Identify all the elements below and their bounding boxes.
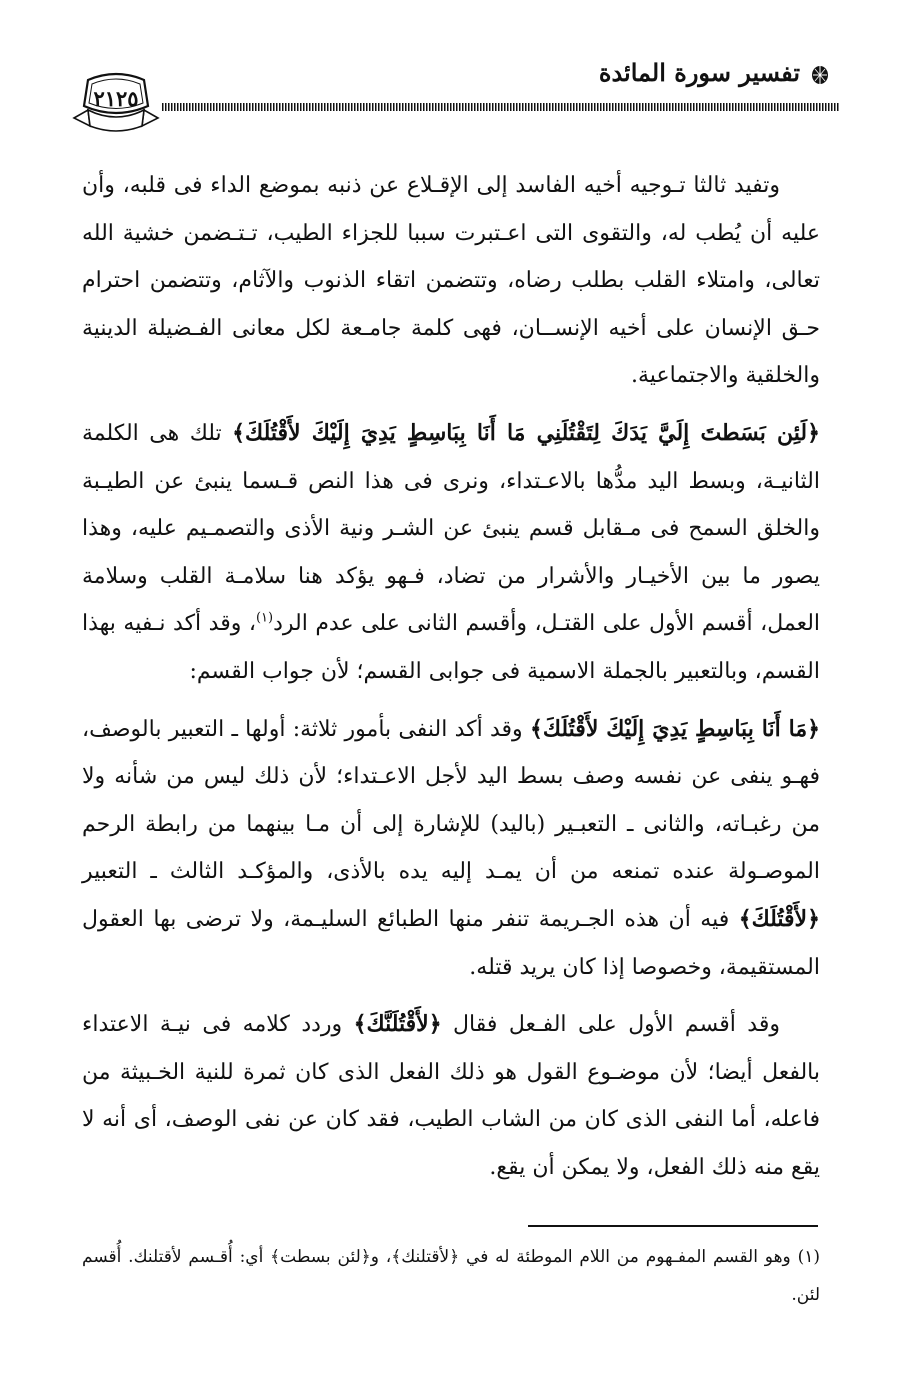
paragraph-4-text-end: وردد كلامه فى نيـة الاعتداء بالفعل أيضا؛ لأن موضـوع القول هو ذلك الفعل الذى كان ثمرة للنية الخـبيثة من فاعله، أما النفى الذى كان من الشاب الطيب، فقد كان عن نفى الوصف، أى أنه لا يقع منه ذلك الفعل، ولا يمكن أن يقع. bbox=[82, 1012, 820, 1180]
page-number: ٢١٢٥ bbox=[93, 86, 139, 111]
header-rule bbox=[162, 103, 840, 111]
quran-word: ﴿لأَقْتُلَكَ﴾ bbox=[738, 905, 820, 932]
quran-word: ﴿لأَقْتُلَنَّكَ﴾ bbox=[353, 1011, 442, 1038]
paragraph-3-text-end: فيه أن هذه الجـريمة تنفر منها الطبائع السليـمة، ولا ترضى بها العقول المستقيمة، وخصوصا إذا كان يريد قتله. bbox=[82, 906, 820, 980]
paragraph-3-text: وقد أكد النفى بأمور ثلاثة: أولها ـ التعبير بالوصف، فهـو ينفى عن نفسه وصف بسط اليد لأجل الاعـتداء؛ لأن ذلك ليس من شأنه ولا من رغبـاته، والثانى ـ التعبـير (باليد) للإشارة إلى أن مـا بينهما من رابطة الرحم الموصـولة عنده تمنعه من أن يمـد إليه يده بالأذى، والمؤكـد الثالث ـ التعبير bbox=[82, 716, 820, 885]
main-text bbox=[82, 162, 820, 1201]
flower-ornament-icon bbox=[810, 64, 830, 86]
paragraph-2-text-end: ، وقد أكد نـفيه بهذا القسم، وبالتعبير بالجملة الاسمية فى جوابى القسم؛ لأن جواب القسم: bbox=[82, 611, 820, 684]
paragraph-4 bbox=[82, 1001, 820, 1191]
quran-verse: ﴿مَا أَنَا بِبَاسِطٍ يَدِيَ إِلَيْكَ لأَقْتُلَكَ﴾ bbox=[529, 715, 820, 742]
paragraph-1-text: وتفيد ثالثا تـوجيه أخيه الفاسد إلى الإقـلاع عن ذنبه بموضع الداء فى قلبه، وأن عليه أن يُطب له، والتقوى التى اعـتبرت سببا للجزاء الطيب، تـتـضمن خشية الله تعالى، وامتلاء القلب بطلب رضاه، وتتضمن اتقاء الذنوب والآثام، وتتضمن احترام حـق الإنسان على أخيه الإنســان، فهى كلمة جامـعة لكل معانى الفـضيلة الدينية والخلقية والاجتماعية. bbox=[82, 173, 820, 389]
quran-verse: ﴿لَئِن بَسَطتَ إِلَيَّ يَدَكَ لِتَقْتُلَنِي مَا أَنَا بِبَاسِطٍ يَدِيَ إِلَيْكَ لأَقْتُلَكَ﴾ bbox=[232, 419, 820, 446]
running-title: تفسير سورة المائدة bbox=[598, 58, 800, 87]
paragraph-3 bbox=[82, 706, 820, 992]
paragraph-2 bbox=[82, 410, 820, 696]
paragraph-4-text: وقد أقسم الأول على الفـعل فقال bbox=[441, 1012, 780, 1038]
paragraph-1 bbox=[82, 162, 820, 400]
footnote-divider bbox=[528, 1225, 818, 1227]
footnote: (١) وهو القسم المفـهوم من اللام الموطئة له في ﴿لأقتلنك﴾، و﴿لئن بسطت﴾ أي: أُقـسم لأقتلنك. أُقسم لئن. bbox=[82, 1247, 820, 1305]
footnote-reference[interactable]: (١) bbox=[255, 611, 274, 627]
paragraph-2-text: تلك هى الكلمة الثانيـة، وبسط اليد مدُّها بالاعـتداء، ونرى فى هذا النص قـسما ينبئ عن الطيـبة والخلق السمح فى مـقابل قسم ينبئ عن الشـر ونية الأذى والتصمـيم عليه، وهذا يصور ما بين الأخيـار والأشرار من تضاد، فـهو يؤكد هنا سلامـة القلب وسلامة العمل، أقسم الأول على القتـل، وأقسم الثانى على عدم الرد bbox=[82, 420, 821, 637]
